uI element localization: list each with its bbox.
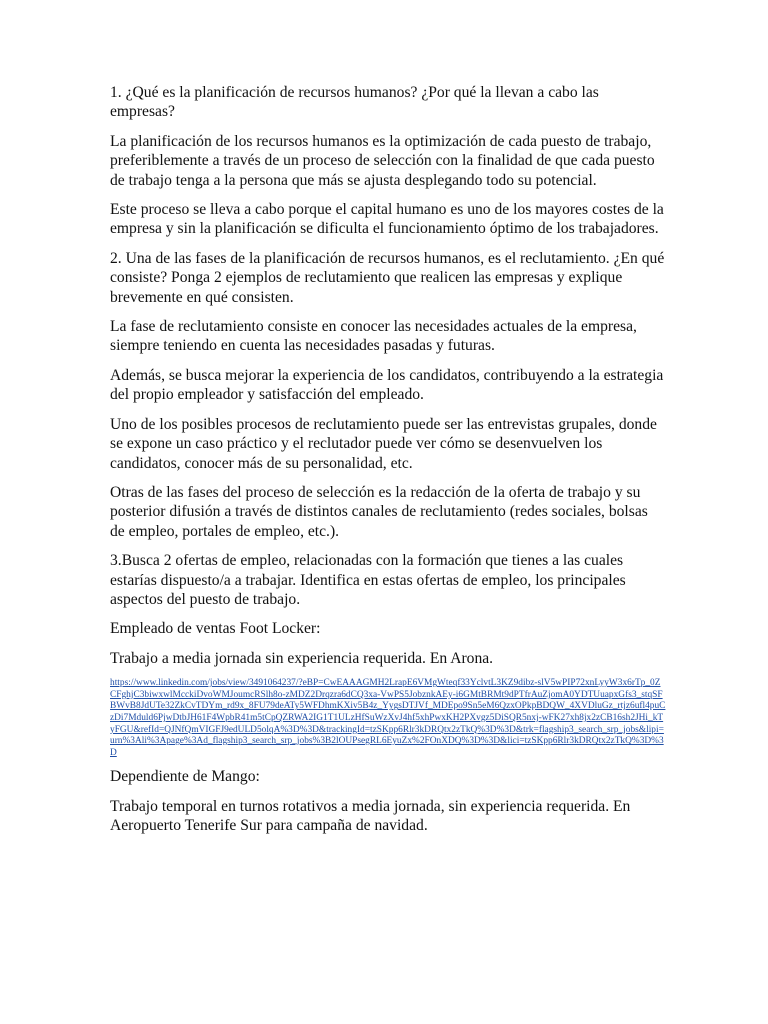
answer-1-paragraph-2: Este proceso se lleva a cabo porque el capital humano es uno de los mayores costes de la empresa y sin la planificación se dificulta el funcionamiento óptimo de los trabajadores. <box>110 201 664 238</box>
job-offer-1-description: Trabajo a media jornada sin experiencia requerida. En Arona. <box>110 649 494 667</box>
question-3: 3.Busca 2 ofertas de empleo, relacionadas con la formación que tienes a las cuales estarías dispuesto/a a trabajar. Identifica en estas ofertas de empleo, los principales aspectos del puesto de trabajo. <box>110 552 626 608</box>
answer-1-paragraph-1: La planificación de los recursos humanos es la optimización de cada puesto de trabajo, preferiblemente a través de un proceso de selección con la finalidad de que cada puesto de trabajo tenga a la persona que más se ajusta desplegando todo su potencial. <box>110 132 655 189</box>
answer-2-paragraph-3: Uno de los posibles procesos de reclutamiento puede ser las entrevistas grupales, donde se expone un caso práctico y el reclutador puede ver cómo se desenvuelven los candidatos, conocer más de su personalidad, etc. <box>110 415 657 472</box>
job-offer-1-link[interactable]: https://www.linkedin.com/jobs/view/3491064237/?eBP=CwEAAAGMH2LrapE6VMgWteqf33YclvtL3KZ9dibz-slV5wPIP72xnLyyW3x6rTp_0ZCFghjC3biwxwlMcckiDvoWMJoumcRSlh8o-zMDZ2Drqzra6dCQ3xa-VwPS5JobznkAEy-i6GMtBRMt9dPTfrAuZjomA0YDTUuapxGfs3_stqSFBWvB8JdUTe32ZkCvTDYm_rd9x_8FU79deATy5WFDhmKXiv5B4z_YygsDTJVf_MDEpo9Sn5eM6QzxOPkpBDQW_4XVDluGz_rtjz6ufl4puCzDi7Mduld6PjwDtbJH61F4WpbR41m5tCpQZRWA2IG1T1ULzHfSuWzXvJ4hf5xhPwxKH2PXvgz5DiSQR5nxj-wFK27xh8jx2zCB16sh2JHi_kTyFGU&refId=QJNfQmVIGFJ9edULD5olqA%3D%3D&trackingId=tzSKpp6Rlr3kDRQtx2zTkQ%3D%3D&trk=flagship3_search_srp_jobs&lipi=urn%3Ali%3Apage%3Ad_flagship3_search_srp_jobs%3B2lOUPsegRL6EyuZx%2FOnXDQ%3D%3D&lici=tzSKpp6Rlr3kDRQtx2zTkQ%3D%3D <box>110 678 666 758</box>
question-1: 1. ¿Qué es la planificación de recursos humanos? ¿Por qué la llevan a cabo las empresas? <box>110 84 599 121</box>
answer-2-paragraph-4: Otras de las fases del proceso de selección es la redacción de la oferta de trabajo y su posterior difusión a través de distintos canales de reclutamiento (redes sociales, bolsas de empleo, portales de empleo, etc.). <box>110 483 648 540</box>
job-offer-2-description: Trabajo temporal en turnos rotativos a media jornada, sin experiencia requerida. En Aeropuerto Tenerife Sur para campaña de navidad. <box>110 797 631 835</box>
question-2: 2. Una de las fases de la planificación de recursos humanos, es el reclutamiento. ¿En qué consiste? Ponga 2 ejemplos de reclutamiento que realicen las empresas y explique brevemente en qué consisten. <box>110 249 665 306</box>
job-offer-1-link-paragraph <box>110 678 666 759</box>
document-page <box>110 83 666 846</box>
answer-2-paragraph-1: La fase de reclutamiento consiste en conocer las necesidades actuales de la empresa, siempre teniendo en cuenta las necesidades pasadas y futuras. <box>110 318 637 355</box>
job-offer-2-title: Dependiente de Mango: <box>110 768 260 786</box>
answer-2-paragraph-2: Además, se busca mejorar la experiencia de los candidatos, contribuyendo a la estrategia del propio empleador y satisfacción del empleado. <box>110 366 664 404</box>
job-offer-1-title: Empleado de ventas Foot Locker: <box>110 620 321 638</box>
